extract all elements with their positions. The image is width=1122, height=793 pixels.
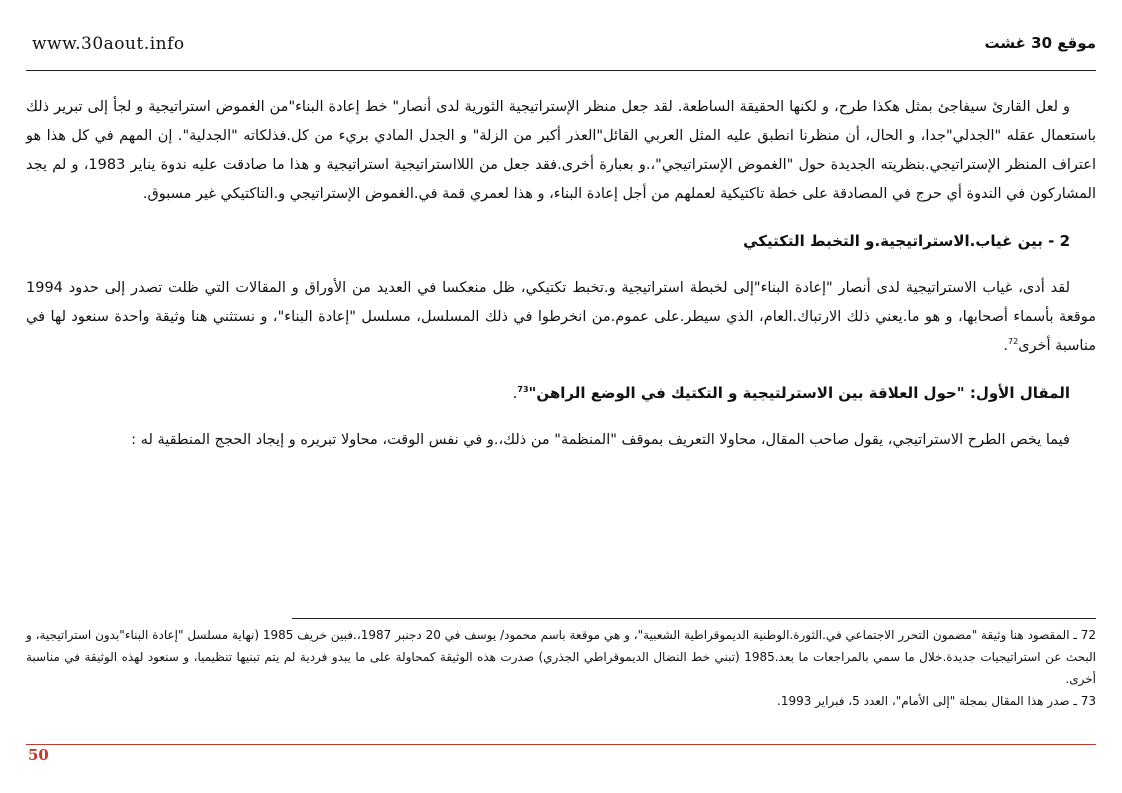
- site-url: www.30aout.info: [32, 34, 185, 54]
- article-title: [26, 379, 1096, 408]
- article-title-text: "حول العلاقة بين الاسترلتيجية و التكتيك في الوضع الراهن": [528, 384, 965, 402]
- section-heading: 2 - بين غياب.الاستراتيجية.و التخبط التكتيكي: [743, 232, 1070, 250]
- footnote-divider: [292, 618, 1096, 619]
- paragraph-2-text: لقد أدى، غياب الاستراتيجية لدى أنصار "إعادة البناء"إلى لخبطة استراتيجية و.تخبط تكتيكي، ظل منعكسا في العديد من الأوراق و المقالات التي ظلت تصدر إلى حدود 1994 موقعة بأسماء أصحابها، و هو ما.يعني ذلك الارتباك.العام، الذي سيطر.على عموم.من انخرطوا في ذلك المسلسل، مسلسل "إعادة البناء"، و نستثني هنا وثيقة واحدة سنعود لها في مناسبة أخرى: [26, 280, 1096, 354]
- article-label: المقال الأول:: [969, 384, 1070, 402]
- footnote-ref-73: 73: [517, 385, 529, 394]
- footnote-72: 72 ـ المقصود هنا وثيقة "مضمون التحرر الاجتماعي في.الثورة.الوطنية الديموقراطية الشعبية"، و هي موقعة باسم محمود/ يوسف في 20 دجنبر 1987،.فبين خريف 1985 (نهاية مسلسل "إعادة البناء"بدون استراتيجية، و البحث عن استراتيجيات جديدة.خلال ما سمي بالمراجعات ما بعد.1985 (تبني خط النضال الديموقراطي الجذري) صدرت هذه الوثيقة كمحاولة على ما يبدو فردية لم يتم تبنيها تنظيميا، و سنعود لهذه الوثيقة في مناسبة أخرى.: [26, 628, 1097, 686]
- footnote-ref-72: 72: [1008, 337, 1019, 347]
- footer-divider: [26, 744, 1096, 745]
- site-name: موقع 30 غشت: [984, 34, 1096, 52]
- document-body: [26, 93, 1096, 455]
- page-number: 50: [28, 746, 49, 764]
- article-title-end: .: [512, 384, 518, 402]
- paragraph-2: [26, 274, 1096, 361]
- paragraph-1: و لعل القارئ سيفاجئ بمثل هكذا طرح، و لكنها الحقيقة الساطعة. لقد جعل منظر الإستراتيجية الثورية لدى أنصار" خط إعادة البناء"من الغموض استراتيجية و لجأ إلى تبرير ذلك باستعمال عقله "الجدلي"جدا، و الحال، أن منظرنا انطبق عليه المثل العربي القائل"العذر أكبر من الزلة" و الجدل المادي بريء من كل.فذلكاته "الجدلية". إن المهم في كل هذا هو اعتراف المنظر الإستراتيجي.بنظريته الجديدة حول "الغموض الإستراتيجي"،.و بعبارة أخرى.فقد جعل من اللااستراتيجية استراتيجية و هذا ما صادقت عليه ندوة يناير 1983، و لم يجد المشاركون في الندوة أي حرج في المصادقة على خطة تاكتيكية لعملهم من أجل إعادة البناء، و هذا لعمري قمة في.الغموض الإستراتيجي و.التاكتيكي غير مسبوق.: [26, 99, 1096, 202]
- footnotes: [26, 624, 1096, 712]
- paragraph-3: فيما يخص الطرح الاستراتيجي، يقول صاحب المقال، محاولا التعريف بموقف "المنظمة" من ذلك،.و في نفس الوقت، محاولا تبريره و إيجاد الحجج المنطقية له :: [131, 432, 1070, 448]
- paragraph-2-end: .: [1003, 338, 1008, 354]
- footnote-73: 73 ـ صدر هذا المقال بمجلة "إلى الأمام"، العدد 5، فبراير 1993.: [777, 694, 1096, 708]
- header-divider: [26, 70, 1096, 71]
- page-header: [26, 34, 1096, 64]
